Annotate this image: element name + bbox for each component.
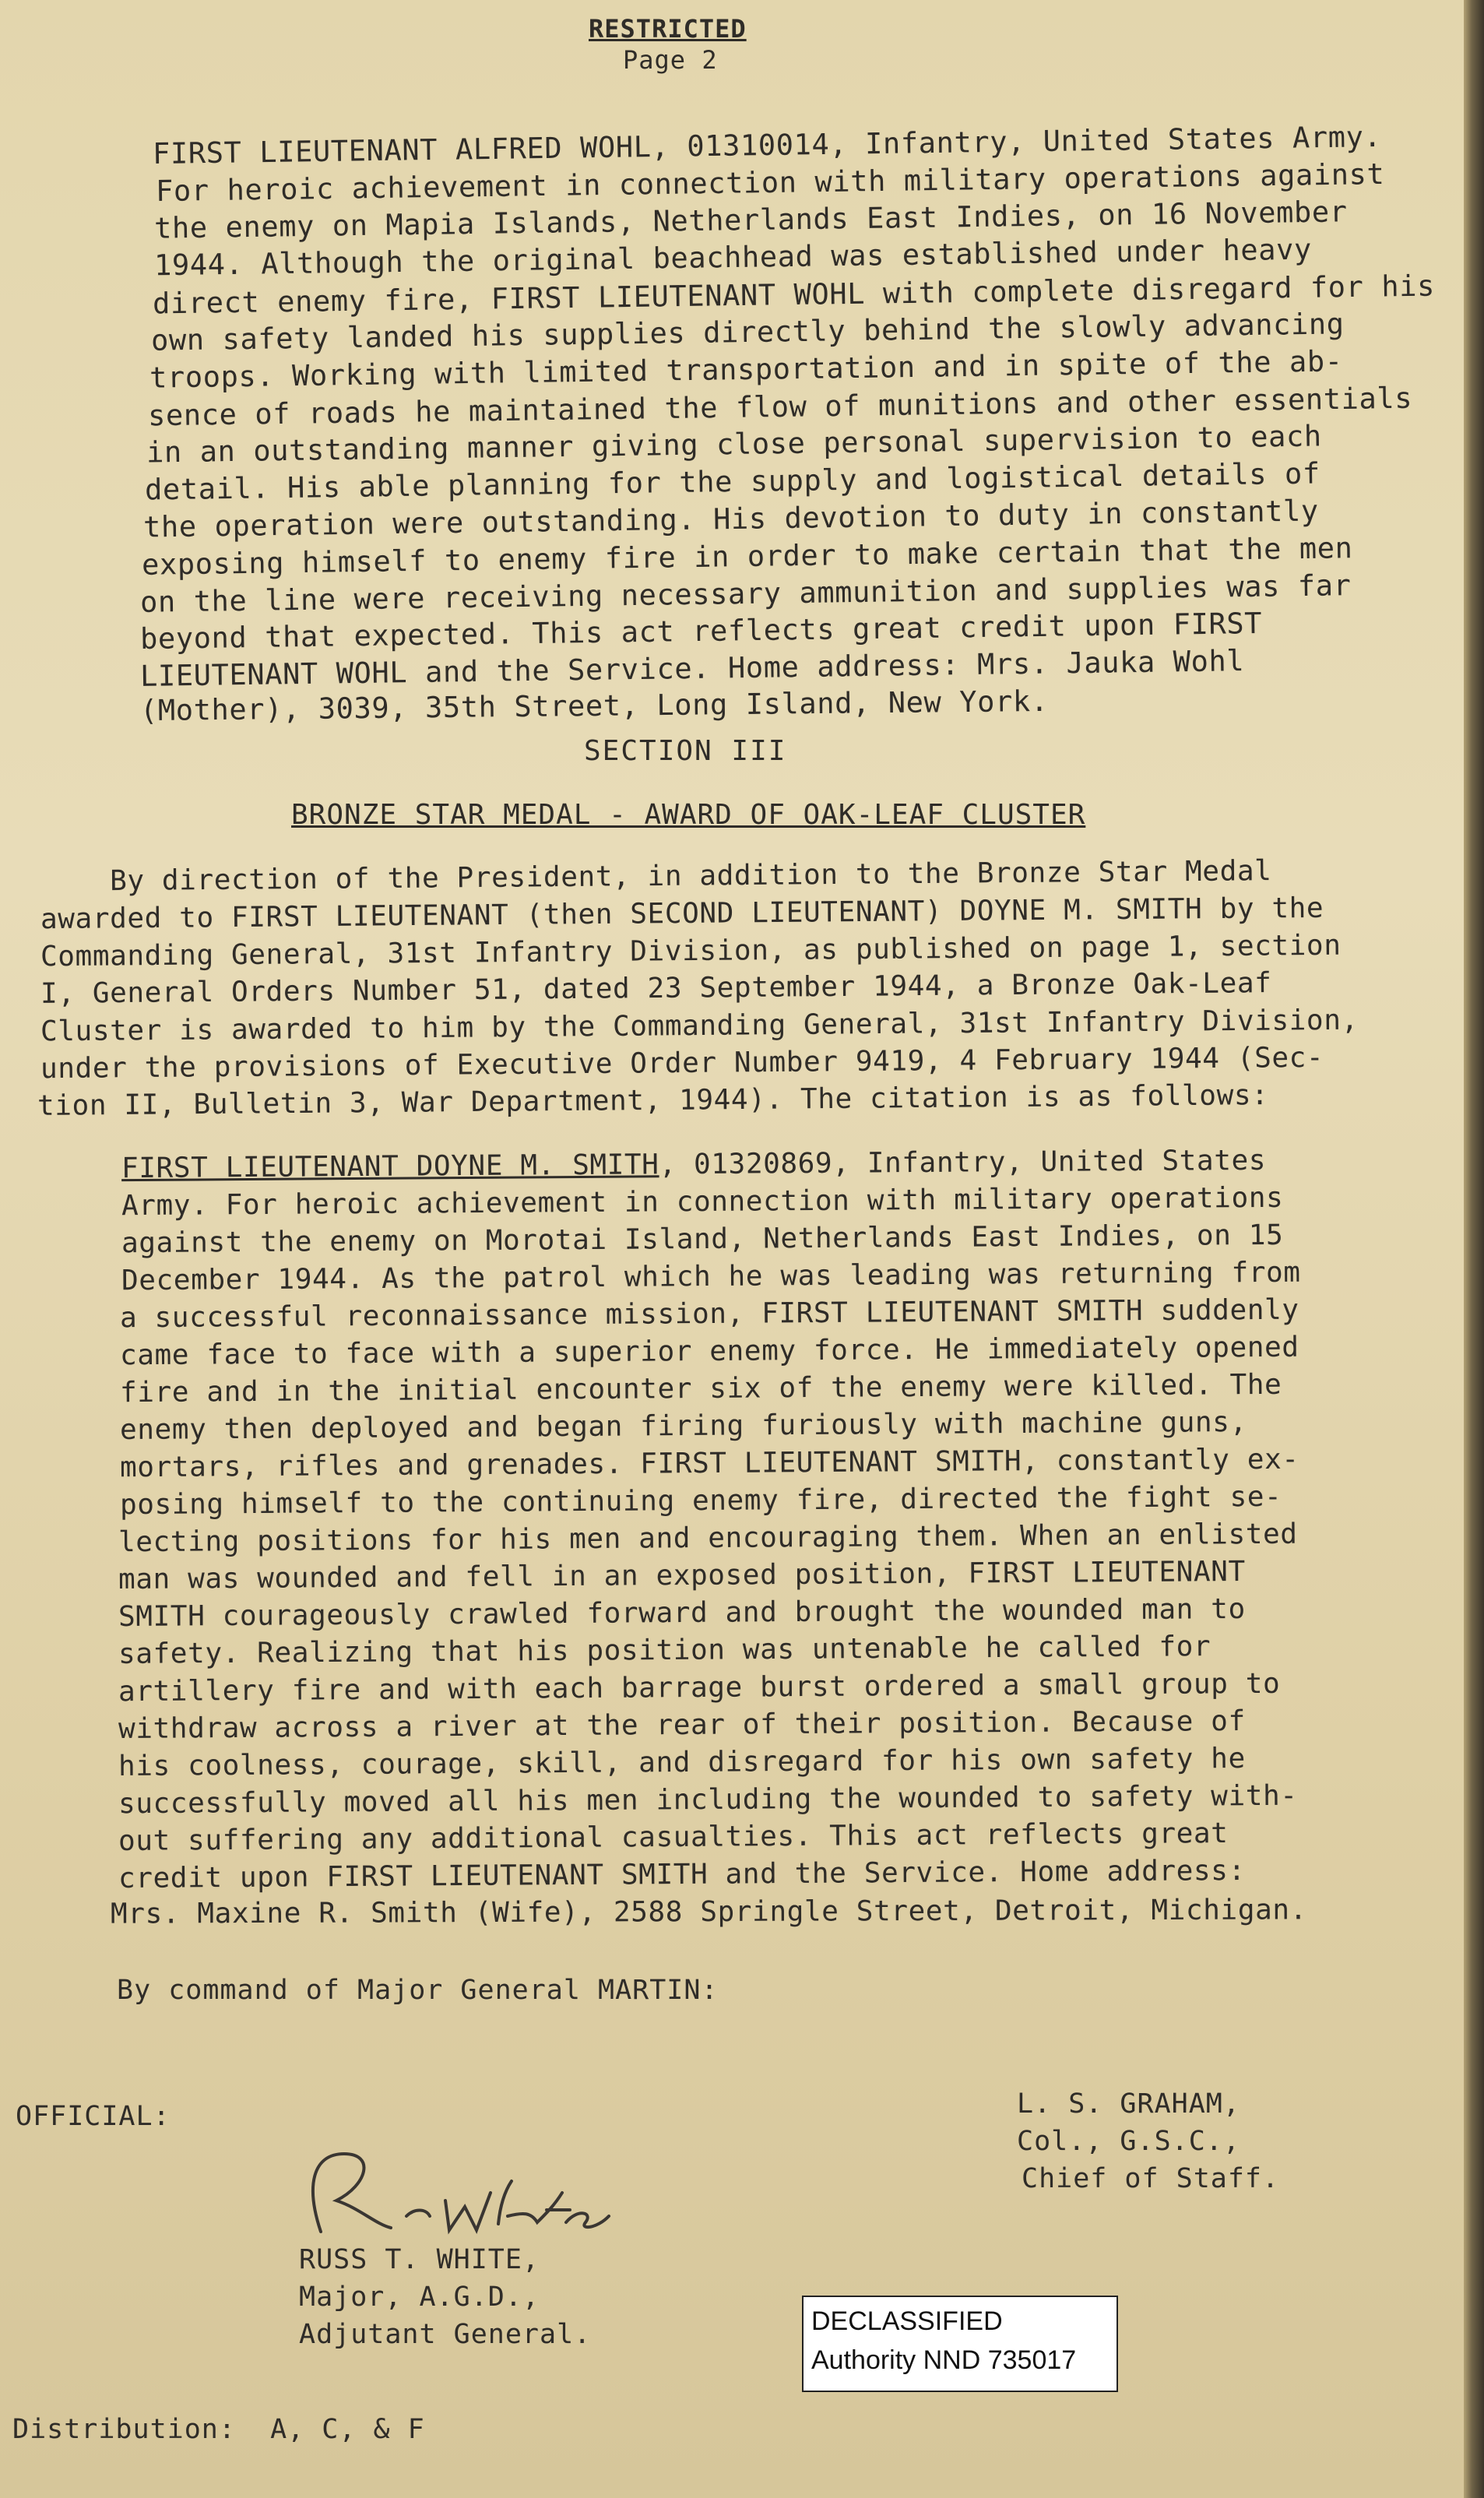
citation-line: fire and in the initial encounter six of the enemy were killed. The	[119, 1368, 1282, 1409]
official-label: OFFICIAL:	[16, 2101, 171, 2132]
citation-name: FIRST LIEUTENANT DOYNE M. SMITH	[121, 1149, 659, 1185]
chief-of-staff-rank: Col., G.S.C.,	[1017, 2126, 1240, 2157]
citation-line: FIRST LIEUTENANT ALFRED WOHL, 01310014, Infantry, United States Army.	[152, 119, 1382, 171]
citation-line: troops. Working with limited transportation and in spite of the ab-	[149, 344, 1343, 395]
paragraph-line: under the provisions of Executive Order Number 9419, 4 February 1944 (Sec-	[40, 1041, 1324, 1085]
citation-line: SMITH courageously crawled forward and brought the wounded man to	[118, 1592, 1246, 1634]
citation-line: the enemy on Mapia Islands, Netherlands East Indies, on 16 November	[153, 195, 1348, 245]
paragraph-line: Cluster is awarded to him by the Commanding General, 31st Infantry Division,	[40, 1004, 1359, 1048]
citation-line: direct enemy fire, FIRST LIEUTENANT WOHL with complete disregard for his	[152, 269, 1436, 321]
citation-line: credit upon FIRST LIEUTENANT SMITH and the Service. Home address:	[118, 1854, 1246, 1895]
citation-line: a successful reconnaissance mission, FIRST LIEUTENANT SMITH suddenly	[119, 1293, 1299, 1335]
section-heading: SECTION III	[584, 735, 787, 767]
chief-of-staff-title: Chief of Staff.	[1022, 2163, 1280, 2194]
paragraph-line: tion II, Bulletin 3, War Department, 1944). The citation is as follows:	[37, 1079, 1269, 1122]
paragraph-line: By direction of the President, in addition to the Bronze Star Medal	[40, 855, 1272, 898]
citation-line: out suffering any additional casualties. This act reflects great	[118, 1817, 1229, 1857]
citation-first-line	[121, 1144, 1267, 1185]
declassified-authority: Authority NND 735017	[811, 2345, 1077, 2375]
citation-line: detail. His able planning for the supply and logistical details of	[144, 456, 1321, 507]
section-subheading: BRONZE STAR MEDAL - AWARD OF OAK-LEAF CLUSTER	[291, 799, 1086, 831]
citation-line: came face to face with a superior enemy force. He immediately opened	[119, 1331, 1299, 1372]
command-line: By command of Major General MARTIN:	[117, 1975, 719, 2006]
citation-line: own safety landed his supplies directly behind the slowly advancing	[150, 307, 1345, 357]
citation-line: artillery fire and with each barrage burst ordered a small group to	[118, 1667, 1281, 1708]
citation-line: LIEUTENANT WOHL and the Service. Home address: Mrs. Jauka Wohl	[139, 644, 1245, 693]
citation-first-line-rest: , 01320869, Infantry, United States	[659, 1144, 1267, 1181]
citation-line: enemy then deployed and began firing furiously with machine guns,	[119, 1406, 1247, 1447]
citation-line: against the enemy on Morotai Island, Netherlands East Indies, on 15	[121, 1219, 1284, 1260]
classification-header: RESTRICTED	[589, 14, 747, 44]
citation-line: the operation were outstanding. His devotion to duty in constantly	[142, 494, 1320, 544]
page-edge-shadow	[1464, 0, 1484, 2498]
distribution-line: Distribution: A, C, & F	[12, 2414, 425, 2445]
handwritten-signature	[290, 2138, 656, 2255]
citation-line: (Mother), 3039, 35th Street, Long Island, New York.	[139, 684, 1049, 728]
citation-line: beyond that expected. This act reflects great credit upon FIRST	[139, 606, 1263, 656]
citation-line: Mrs. Maxine R. Smith (Wife), 2588 Springle Street, Detroit, Michigan.	[110, 1894, 1307, 1930]
official-title: Adjutant General.	[299, 2319, 592, 2350]
citation-line: sence of roads he maintained the flow of munitions and other essentials	[147, 381, 1413, 433]
chief-of-staff-name: L. S. GRAHAM,	[1017, 2088, 1240, 2120]
paragraph-line: I, General Orders Number 51, dated 23 September 1944, a Bronze Oak-Leaf	[40, 967, 1272, 1010]
declassified-stamp	[802, 2296, 1118, 2392]
citation-line: safety. Realizing that his position was untenable he called for	[118, 1631, 1211, 1670]
paragraph-line: Commanding General, 31st Infantry Division, as published on page 1, section	[40, 929, 1342, 973]
citation-line: successfully moved all his men including the wounded to safety with-	[118, 1779, 1298, 1821]
citation-line: posing himself to the continuing enemy fire, directed the fight se-	[119, 1480, 1282, 1522]
citation-line: exposing himself to enemy fire in order to make certain that the men	[141, 531, 1353, 582]
declassified-label: DECLASSIFIED	[811, 2306, 1003, 2336]
official-rank: Major, A.G.D.,	[299, 2282, 540, 2313]
citation-line: December 1944. As the patrol which he was leading was returning from	[121, 1256, 1301, 1297]
citation-line: Army. For heroic achievement in connection with military operations	[121, 1181, 1284, 1223]
citation-line: For heroic achievement in connection with military operations against	[155, 157, 1385, 209]
citation-line: his coolness, courage, skill, and disregard for his own safety he	[118, 1742, 1246, 1783]
citation-line: man was wounded and fell in an exposed position, FIRST LIEUTENANT	[118, 1555, 1246, 1596]
citation-line: withdraw across a river at the rear of their position. Because of	[118, 1705, 1246, 1746]
citation-line: mortars, rifles and grenades. FIRST LIEUTENANT SMITH, constantly ex-	[119, 1443, 1299, 1484]
citation-line: 1944. Although the original beachhead was established under heavy	[153, 232, 1313, 283]
paragraph-line: awarded to FIRST LIEUTENANT (then SECOND LIEUTENANT) DOYNE M. SMITH by the	[40, 892, 1324, 936]
page-number: Page 2	[623, 45, 718, 75]
citation-line: on the line were receiving necessary ammunition and supplies was far	[139, 568, 1352, 619]
citation-line: lecting positions for his men and encouraging them. When an enlisted	[118, 1518, 1298, 1559]
official-name: RUSS T. WHITE,	[299, 2244, 540, 2275]
citation-line: in an outstanding manner giving close personal supervision to each	[146, 419, 1323, 470]
